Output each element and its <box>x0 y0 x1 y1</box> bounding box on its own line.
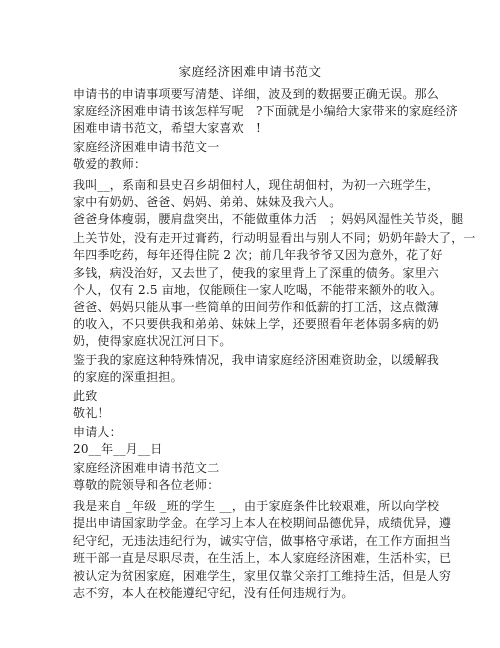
text-line: 爸爸、妈妈只能从事一些简单的田间劳作和低薪的打工活，这点微薄 <box>73 300 440 314</box>
document-title: 家庭经济困难申请书范文 <box>178 64 322 79</box>
text-line: 困难申请书范文，希望大家喜欢 ! <box>73 121 262 135</box>
text-line: 个人，仅有 2.5 亩地，仅能顾住一家人吃喝，不能带来额外的收入。 <box>73 283 443 297</box>
signature-label: 申请人： <box>73 425 122 439</box>
text-line: 的家庭的深重担担。 <box>73 370 183 384</box>
text-line: 班干部一直是尽职尽责，在生活上，本人家庭经济困难，生活朴实，已 <box>73 551 452 565</box>
text-line: 家中有奶奶、爸爸、妈妈、弟弟、妹妹及我六人。 <box>73 195 342 209</box>
text-line: 上关节处，没有走开过膏药，行动明显看出与别人不同；奶奶年龄大了，一 <box>73 231 476 245</box>
text-line: 我叫__，系南和县史召乡胡佃村人，现住胡佃村，为初一六班学生， <box>73 178 440 192</box>
text-line: 多钱，病没治好，又去世了，使我的家里背上了深重的债务。家里六 <box>73 266 440 280</box>
text-line: 我是来自 _年级 _班的学生 __，由于家庭条件比较艰难，所以向学校 <box>73 499 440 513</box>
section-heading: 家庭经济困难申请书范文一 <box>73 140 220 154</box>
text-line: 的收入，不只要供我和弟弟、妹妹上学，还要照看年老体弱多病的奶 <box>73 317 440 331</box>
text-line: 被认定为贫困家庭，困难学生，家里仅靠父亲打工维持生活，但是人穷 <box>73 569 452 583</box>
closing-line: 敬礼！ <box>73 406 110 420</box>
section-heading: 家庭经济困难申请书范文二 <box>73 461 220 475</box>
text-line: 鉴于我的家庭这种特殊情况，我申请家庭经济困难资助金，以缓解我 <box>73 353 440 367</box>
closing-line: 此致 <box>73 389 98 403</box>
text-line: 爸爸身体瘦弱，腰肩盘突出，不能做重体力活 ；妈妈风湿性关节炎，腿 <box>73 212 464 226</box>
text-line: 志不穷，本人在校能遵纪守纪，没有任何违规行为。 <box>73 586 354 600</box>
text-line: 纪守纪，无违法违纪行为，诚实守信，做事格守承诺，在工作方面担当 <box>73 534 452 548</box>
text-line: 提出申请国家助学金。在学习上本人在校期间品德优异，成绩优异，遵 <box>73 516 452 530</box>
text-line: 奶，使得家庭状况江河日下。 <box>73 334 232 348</box>
salutation: 敬爱的教师： <box>73 157 147 171</box>
text-line: 年四季吃药，每年还得住院 2 次；前几年我爷爷又因为意外，花了好 <box>73 248 443 262</box>
salutation: 尊敬的院领导和各位老师： <box>73 478 220 492</box>
date-line: 20__年__月__日 <box>73 442 163 456</box>
text-line: 家庭经济困难申请书该怎样写呢 ?下面就是小编给大家带来的家庭经济 <box>73 104 458 118</box>
text-line: 申请书的申请事项要写清楚、详细，波及到的数据要正确无误。那么 <box>73 87 440 101</box>
